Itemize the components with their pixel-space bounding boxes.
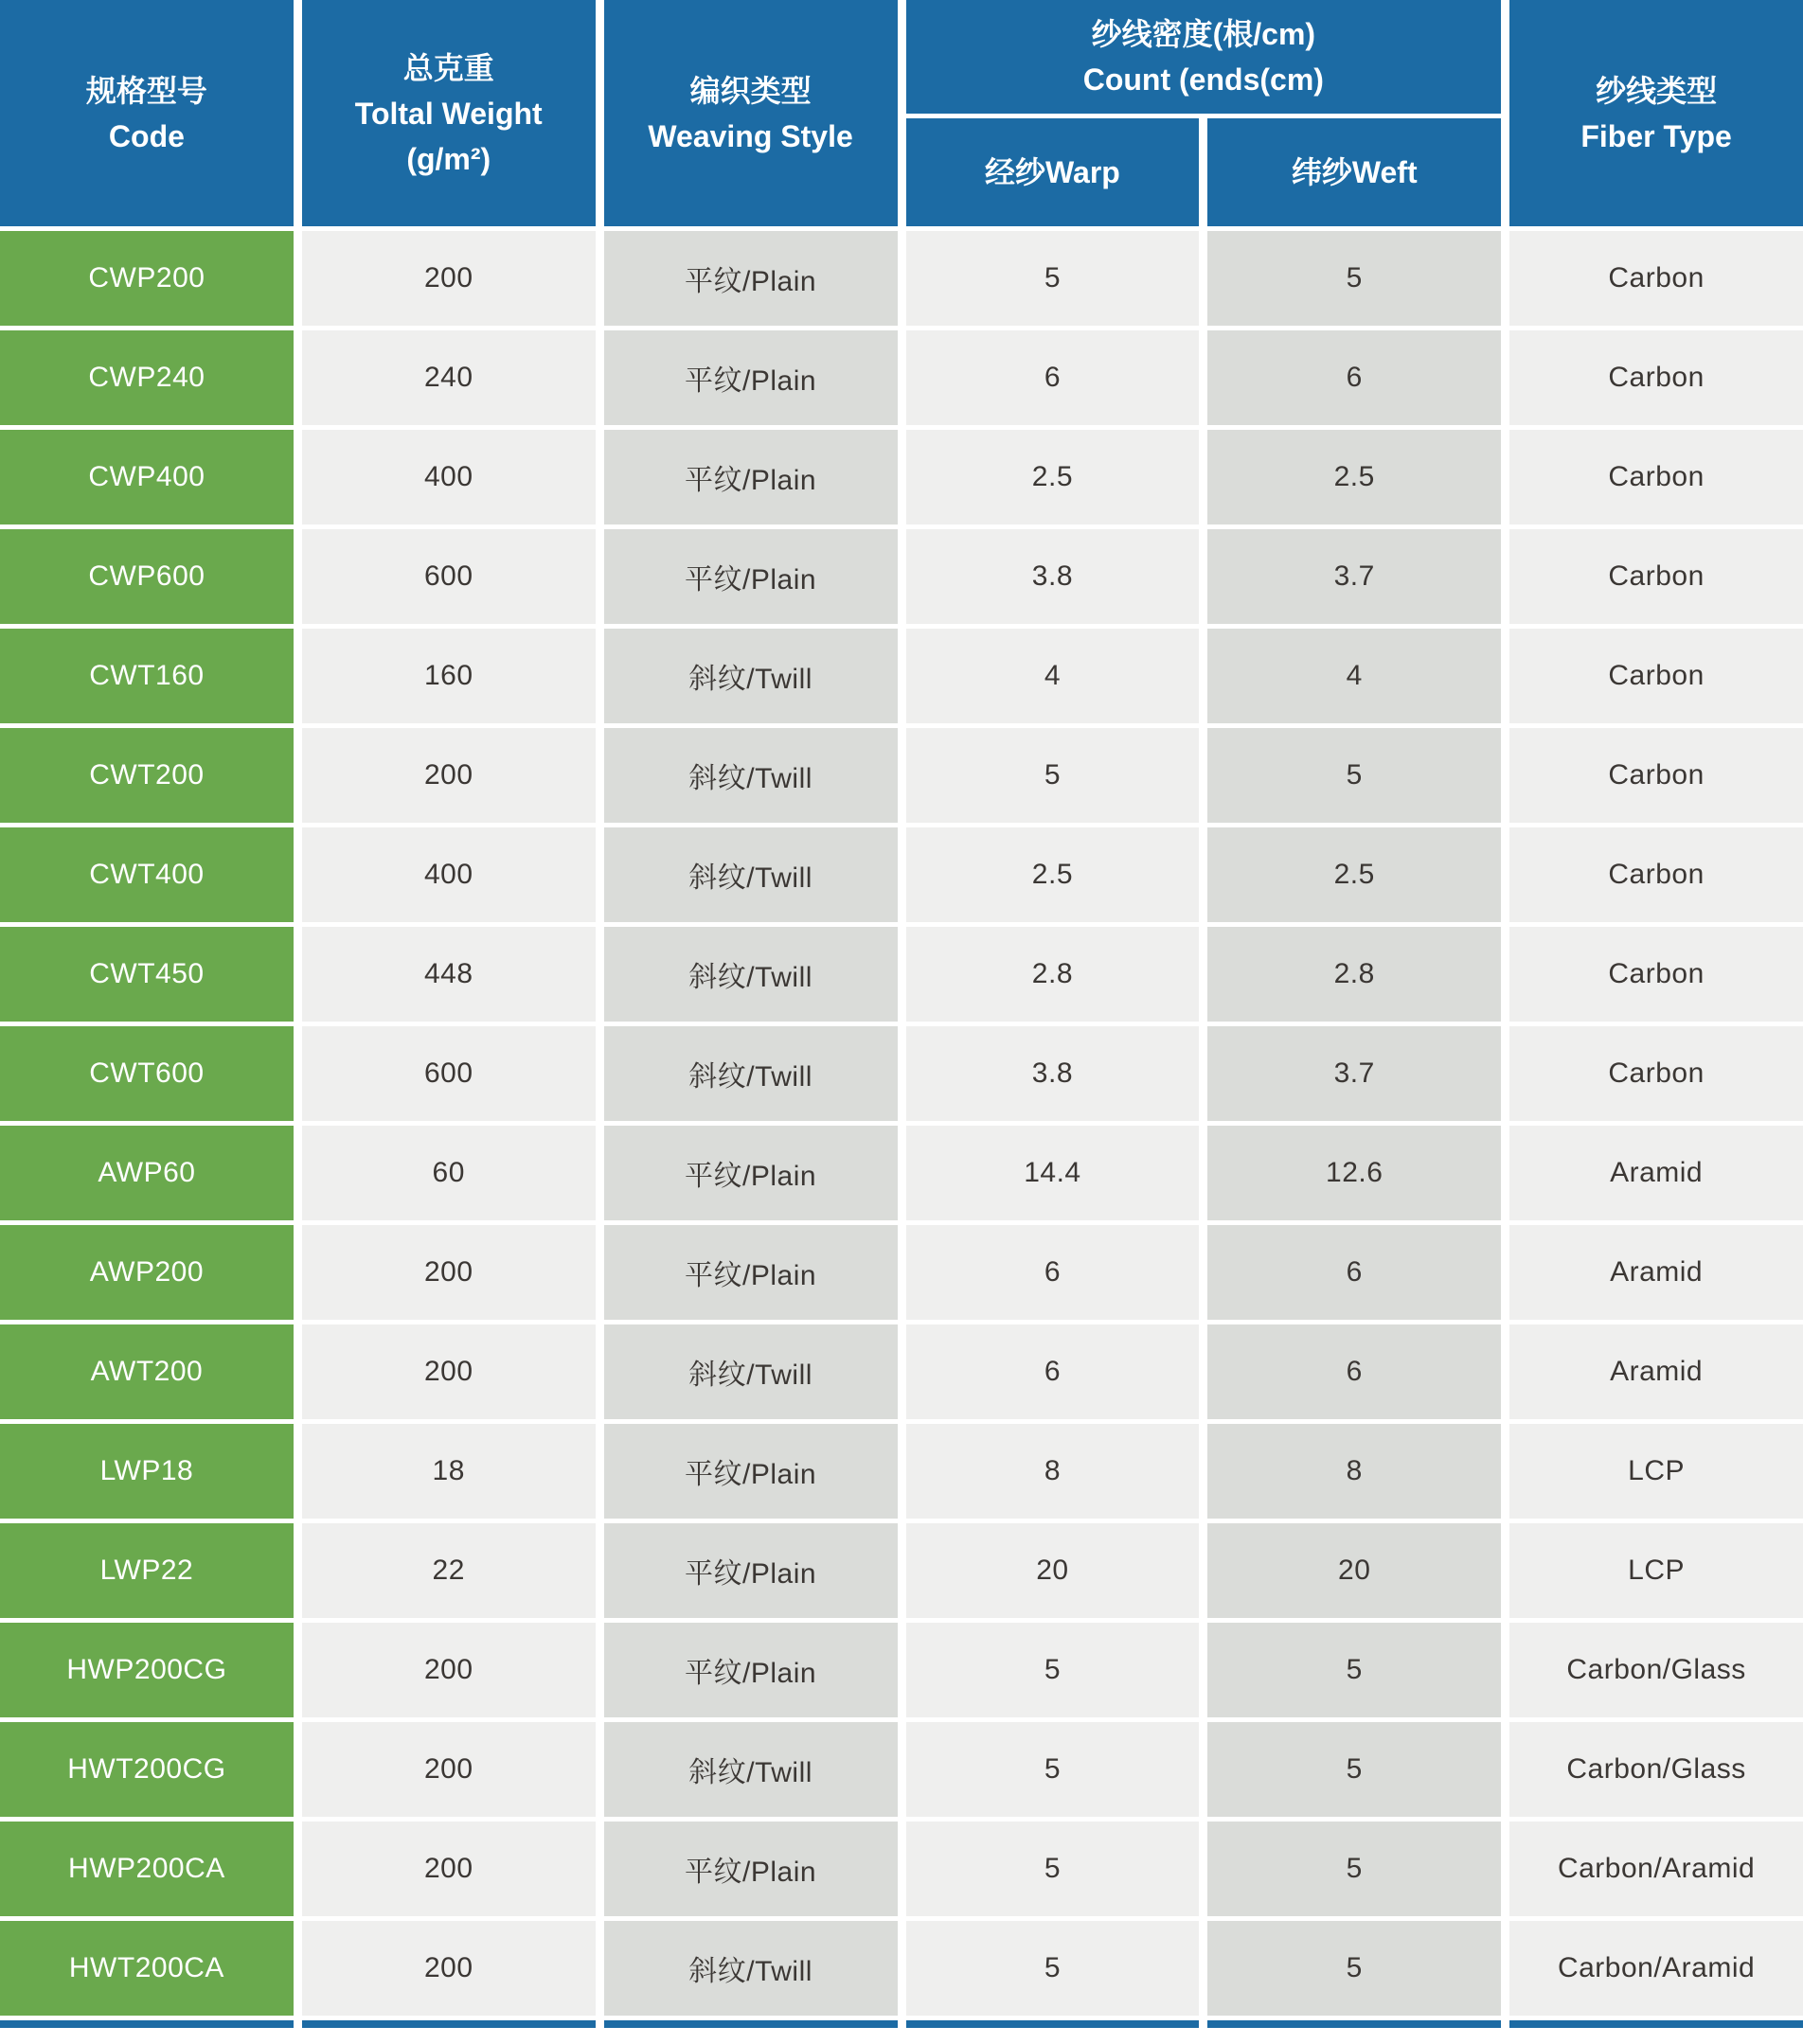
weight-cell: 200 <box>302 1623 596 1717</box>
code-cell: HWT200CG <box>0 1722 294 1817</box>
weft-cell: 5 <box>1207 728 1501 823</box>
weft-cell: 6 <box>1207 1324 1501 1419</box>
header-count-group-en: Count (ends(cm) <box>1082 62 1324 97</box>
code-cell: HWP200CA <box>0 1822 294 1916</box>
weft-cell: 5 <box>1207 231 1501 326</box>
warp-cell: 3.8 <box>906 529 1200 624</box>
code-cell: AWT200 <box>0 1324 294 1419</box>
weaving-cell: 平纹/Plain <box>604 1424 898 1519</box>
weaving-cell: 平纹/Plain <box>604 1523 898 1618</box>
weight-cell: 200 <box>302 728 596 823</box>
warp-cell: 6 <box>906 1324 1200 1419</box>
header-code <box>0 0 294 226</box>
header-total-weight <box>302 0 596 226</box>
code-cell: AWP60 <box>0 1126 294 1220</box>
weight-cell: 60 <box>302 1126 596 1220</box>
warp-cell: 4 <box>906 629 1200 723</box>
weft-cell: 20 <box>1207 1523 1501 1618</box>
weight-cell: 200 <box>302 1921 596 2016</box>
fiber-cell: Carbon/Glass <box>1509 1722 1803 1817</box>
code-cell: CWT600 <box>0 1026 294 1121</box>
code-cell: HWP200CG <box>0 1623 294 1717</box>
header-warp-label: 经纱Warp <box>985 155 1120 189</box>
weight-cell: 22 <box>302 1523 596 1618</box>
bottom-border-strip <box>906 2020 1200 2028</box>
header-fiber-type-en: Fiber Type <box>1580 118 1732 153</box>
header-weaving-style-en: Weaving Style <box>648 118 853 153</box>
warp-cell: 3.8 <box>906 1026 1200 1121</box>
code-cell: CWT400 <box>0 827 294 922</box>
code-cell: CWT200 <box>0 728 294 823</box>
weaving-cell: 斜纹/Twill <box>604 927 898 1022</box>
fiber-cell: Carbon <box>1509 430 1803 524</box>
warp-cell: 5 <box>906 728 1200 823</box>
weaving-cell: 平纹/Plain <box>604 529 898 624</box>
code-cell: CWP240 <box>0 330 294 425</box>
header-total-weight-unit: (g/m²) <box>406 141 491 176</box>
weaving-cell: 斜纹/Twill <box>604 1722 898 1817</box>
header-count-group <box>906 0 1502 114</box>
bottom-border-strip <box>302 2020 596 2028</box>
header-count-group-zh: 纱线密度(根/cm) <box>1091 17 1316 51</box>
weft-cell: 3.7 <box>1207 1026 1501 1121</box>
weight-cell: 160 <box>302 629 596 723</box>
weight-cell: 200 <box>302 1225 596 1320</box>
header-weaving-style-zh: 编织类型 <box>689 73 812 108</box>
code-cell: CWT450 <box>0 927 294 1022</box>
weight-cell: 600 <box>302 529 596 624</box>
code-cell: LWP22 <box>0 1523 294 1618</box>
weft-cell: 8 <box>1207 1424 1501 1519</box>
weight-cell: 200 <box>302 1324 596 1419</box>
warp-cell: 6 <box>906 330 1200 425</box>
weight-cell: 400 <box>302 430 596 524</box>
weft-cell: 2.5 <box>1207 827 1501 922</box>
warp-cell: 8 <box>906 1424 1200 1519</box>
weaving-cell: 斜纹/Twill <box>604 629 898 723</box>
fiber-cell: Carbon <box>1509 629 1803 723</box>
header-code-en: Code <box>108 118 185 153</box>
header-fiber-type <box>1509 0 1803 226</box>
weft-cell: 6 <box>1207 1225 1501 1320</box>
warp-cell: 5 <box>906 231 1200 326</box>
bottom-border-strip <box>1509 2020 1803 2028</box>
fiber-cell: Carbon <box>1509 529 1803 624</box>
weft-cell: 5 <box>1207 1722 1501 1817</box>
code-cell: CWP200 <box>0 231 294 326</box>
weight-cell: 200 <box>302 1722 596 1817</box>
weight-cell: 200 <box>302 1822 596 1916</box>
header-fiber-type-zh: 纱线类型 <box>1596 73 1718 108</box>
weight-cell: 240 <box>302 330 596 425</box>
warp-cell: 2.5 <box>906 827 1200 922</box>
warp-cell: 5 <box>906 1822 1200 1916</box>
weight-cell: 448 <box>302 927 596 1022</box>
header-weft <box>1207 118 1501 226</box>
bottom-border-strip <box>604 2020 898 2028</box>
weaving-cell: 斜纹/Twill <box>604 827 898 922</box>
fiber-cell: Carbon <box>1509 927 1803 1022</box>
weft-cell: 6 <box>1207 330 1501 425</box>
header-weft-label: 纬纱Weft <box>1291 155 1418 189</box>
weaving-cell: 平纹/Plain <box>604 430 898 524</box>
weft-cell: 2.5 <box>1207 430 1501 524</box>
fiber-cell: Aramid <box>1509 1324 1803 1419</box>
fiber-cell: Carbon <box>1509 1026 1803 1121</box>
weight-cell: 400 <box>302 827 596 922</box>
fiber-cell: Carbon <box>1509 728 1803 823</box>
fiber-cell: LCP <box>1509 1424 1803 1519</box>
code-cell: CWP400 <box>0 430 294 524</box>
code-cell: LWP18 <box>0 1424 294 1519</box>
weft-cell: 4 <box>1207 629 1501 723</box>
weaving-cell: 平纹/Plain <box>604 1822 898 1916</box>
weight-cell: 600 <box>302 1026 596 1121</box>
bottom-border-strip <box>1207 2020 1501 2028</box>
weft-cell: 5 <box>1207 1623 1501 1717</box>
warp-cell: 5 <box>906 1921 1200 2016</box>
warp-cell: 20 <box>906 1523 1200 1618</box>
weaving-cell: 斜纹/Twill <box>604 728 898 823</box>
header-code-zh: 规格型号 <box>85 73 207 108</box>
fiber-cell: LCP <box>1509 1523 1803 1618</box>
fiber-cell: Carbon <box>1509 330 1803 425</box>
code-cell: CWT160 <box>0 629 294 723</box>
fiber-cell: Carbon/Glass <box>1509 1623 1803 1717</box>
warp-cell: 5 <box>906 1623 1200 1717</box>
warp-cell: 6 <box>906 1225 1200 1320</box>
weft-cell: 5 <box>1207 1822 1501 1916</box>
fiber-cell: Carbon <box>1509 827 1803 922</box>
weft-cell: 12.6 <box>1207 1126 1501 1220</box>
weft-cell: 2.8 <box>1207 927 1501 1022</box>
fiber-cell: Aramid <box>1509 1225 1803 1320</box>
weaving-cell: 平纹/Plain <box>604 1623 898 1717</box>
weaving-cell: 平纹/Plain <box>604 231 898 326</box>
weight-cell: 200 <box>302 231 596 326</box>
weaving-cell: 平纹/Plain <box>604 1126 898 1220</box>
weaving-cell: 斜纹/Twill <box>604 1026 898 1121</box>
warp-cell: 14.4 <box>906 1126 1200 1220</box>
weaving-cell: 斜纹/Twill <box>604 1921 898 2016</box>
warp-cell: 2.5 <box>906 430 1200 524</box>
warp-cell: 5 <box>906 1722 1200 1817</box>
header-total-weight-en: Toltal Weight <box>354 96 543 131</box>
weight-cell: 18 <box>302 1424 596 1519</box>
bottom-border-strip <box>0 2020 294 2028</box>
weft-cell: 5 <box>1207 1921 1501 2016</box>
code-cell: AWP200 <box>0 1225 294 1320</box>
fiber-cell: Carbon/Aramid <box>1509 1822 1803 1916</box>
weaving-cell: 平纹/Plain <box>604 330 898 425</box>
header-warp <box>906 118 1200 226</box>
fiber-cell: Carbon <box>1509 231 1803 326</box>
fiber-cell: Carbon/Aramid <box>1509 1921 1803 2016</box>
weaving-cell: 平纹/Plain <box>604 1225 898 1320</box>
code-cell: CWP600 <box>0 529 294 624</box>
header-total-weight-zh: 总克重 <box>402 50 494 85</box>
warp-cell: 2.8 <box>906 927 1200 1022</box>
weft-cell: 3.7 <box>1207 529 1501 624</box>
header-weaving-style <box>604 0 898 226</box>
fiber-cell: Aramid <box>1509 1126 1803 1220</box>
code-cell: HWT200CA <box>0 1921 294 2016</box>
weaving-cell: 斜纹/Twill <box>604 1324 898 1419</box>
